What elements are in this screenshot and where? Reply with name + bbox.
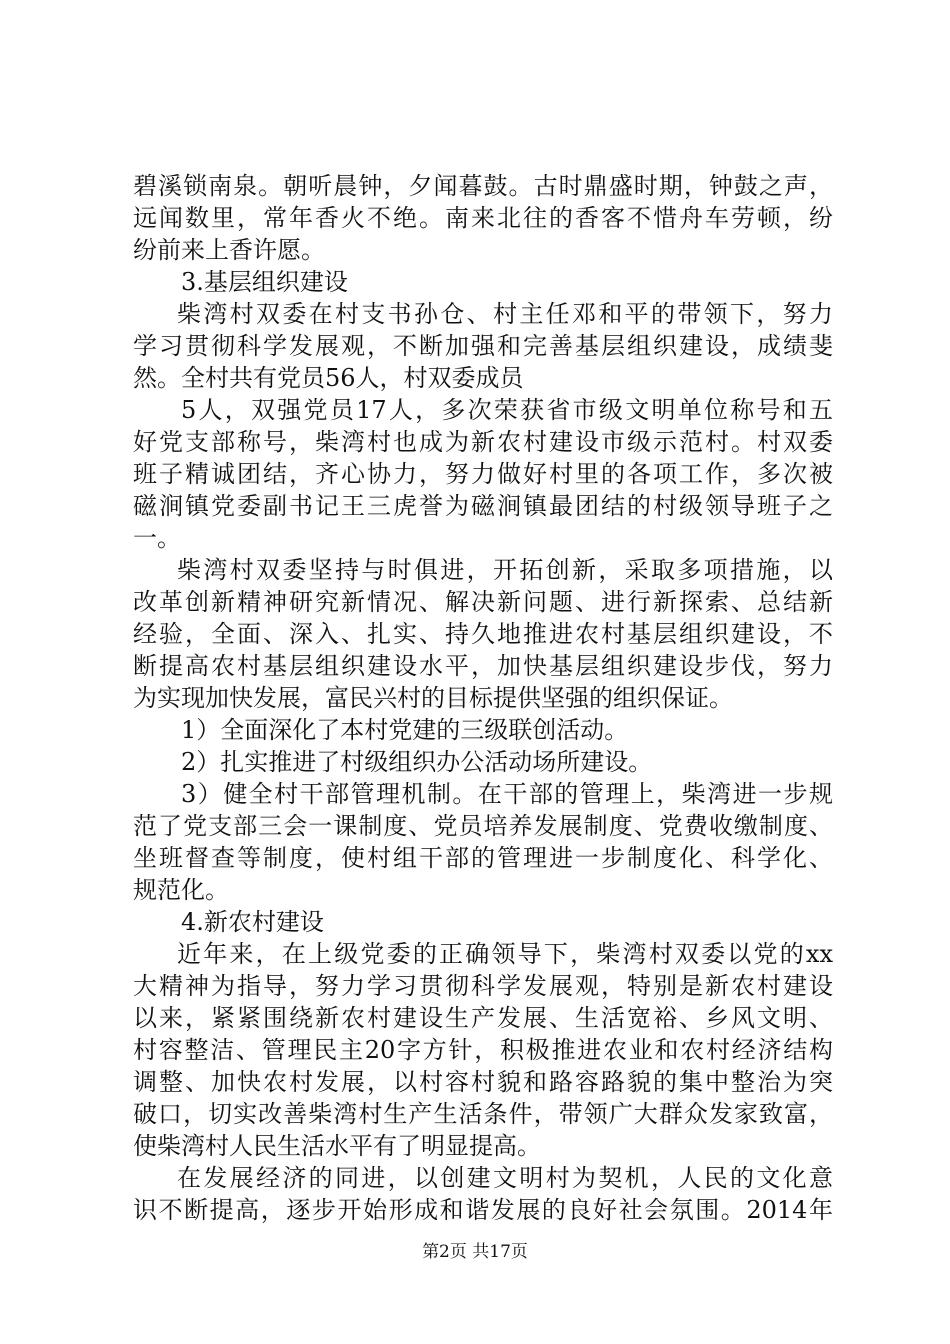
text-line: 1）全面深化了本村党建的三级联创活动。 [181,716,629,744]
text-line: 识不断提高，逐步开始形成和谐发展的良好社会氛围。2014年 [133,1196,833,1224]
document-body [133,170,833,1226]
text-line: 规范化。 [133,876,229,904]
text-line: 碧溪锁南泉。朝听晨钟，夕闻暮鼓。古时鼎盛时期，钟鼓之声， [133,172,833,200]
text-line: 学习贯彻科学发展观，不断加强和完善基层组织建设，成绩斐 [133,332,833,360]
text-line: 远闻数里，常年香火不绝。南来北往的香客不惜舟车劳顿，纷 [133,204,833,232]
text-line: 为实现加快发展，富民兴村的目标提供坚强的组织保证。 [133,684,733,712]
text-line: 村容整洁、管理民主20字方针，积极推进农业和农村经济结构 [133,1036,833,1064]
page-footer: 第2页 共17页 [422,1242,528,1262]
text-line: 好党支部称号，柴湾村也成为新农村建设市级示范村。村双委 [133,428,833,456]
text-line: 破口，切实改善柴湾村生产生活条件，带领广大群众发家致富， [133,1100,833,1128]
text-line: 以来，紧紧围绕新农村建设生产发展、生活宽裕、乡风文明、 [133,1004,833,1032]
text-line: 柴湾村双委坚持与时俱进，开拓创新，采取多项措施，以 [177,556,833,584]
text-line: 经验，全面、深入、扎实、持久地推进农村基层组织建设，不 [133,620,833,648]
text-line: 范了党支部三会一课制度、党员培养发展制度、党费收缴制度、 [133,812,833,840]
text-line: 柴湾村双委在村支书孙仓、村主任邓和平的带领下，努力 [177,300,833,328]
text-line: 调整、加快农村发展，以村容村貌和路容路貌的集中整治为突 [133,1068,833,1096]
text-line: 磁涧镇党委副书记王三虎誉为磁涧镇最团结的村级领导班子之 [133,492,833,520]
text-line: 一。 [133,524,181,552]
text-line: 大精神为指导，努力学习贯彻科学发展观，特别是新农村建设 [133,972,833,1000]
text-line: 纷前来上香许愿。 [133,236,325,264]
text-line: 然。全村共有党员56人，村双委成员 [133,364,524,392]
text-line: 改革创新精神研究新情况、解决新问题、进行新探索、总结新 [133,588,833,616]
text-line: 3）健全村干部管理机制。在干部的管理上，柴湾进一步规 [181,780,833,808]
text-line: 坐班督查等制度，使村组干部的管理进一步制度化、科学化、 [133,844,833,872]
text-line: 3.基层组织建设 [181,268,348,296]
text-line: 5人，双强党员17人，多次荣获省市级文明单位称号和五 [181,396,833,424]
text-line: 断提高农村基层组织建设水平，加快基层组织建设步伐，努力 [133,652,833,680]
text-line: 班子精诚团结，齐心协力，努力做好村里的各项工作，多次被 [133,460,833,488]
text-line: 2）扎实推进了村级组织办公活动场所建设。 [181,748,653,776]
text-line: 在发展经济的同进，以创建文明村为契机，人民的文化意 [177,1164,833,1192]
text-line: 近年来，在上级党委的正确领导下，柴湾村双委以党的xx [177,940,833,968]
text-line: 4.新农村建设 [181,908,324,936]
text-line: 使柴湾村人民生活水平有了明显提高。 [133,1132,541,1160]
